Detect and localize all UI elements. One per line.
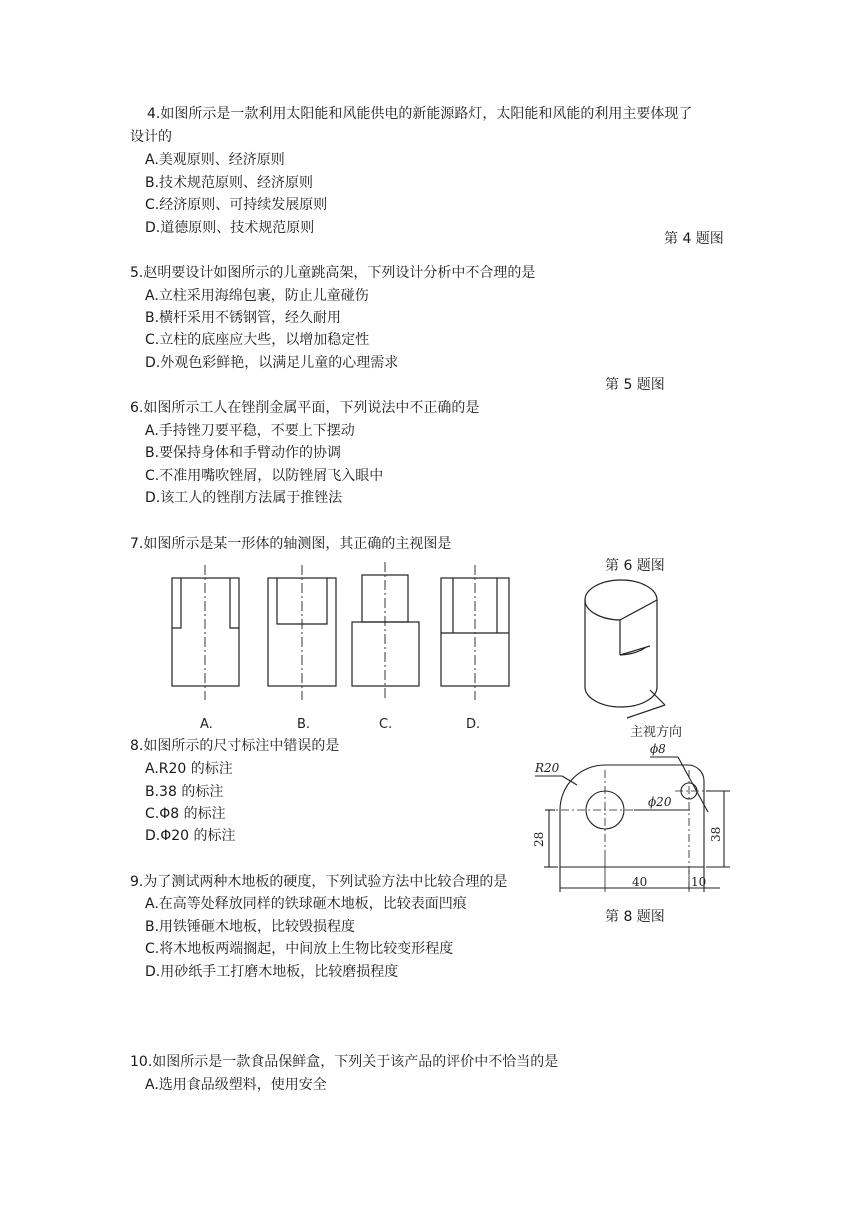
q6-option-d: D.该工人的锉削方法属于推锉法: [145, 490, 343, 506]
q8-option-b: B.38 的标注: [145, 784, 224, 800]
q4-option-c: C.经济原则、可持续发展原则: [145, 197, 328, 213]
q9-option-a: A.在高等处释放同样的铁球砸木地板，比较表面凹痕: [145, 896, 467, 912]
q10-option-a: A.选用食品级塑料，使用安全: [145, 1077, 327, 1093]
q5-option-c: C.立柱的底座应大些，以增加稳定性: [145, 332, 370, 348]
q5-figure-caption: 第 5 题图: [605, 377, 665, 393]
q6-option-c: C.不准用嘴吹锉屑，以防锉屑飞入眼中: [145, 468, 384, 484]
q9-option-b: B.用铁锤砸木地板，比较毁损程度: [145, 919, 356, 935]
q4-option-b: B.技术规范原则、经济原则: [145, 175, 314, 191]
q7-option-a-drawing: [172, 565, 239, 700]
q4-option-d: D.道德原则、技术规范原则: [145, 220, 315, 236]
q7-choice-label-c: C.: [379, 717, 393, 732]
q8-option-a: A.R20 的标注: [145, 761, 233, 777]
q4-stem-line1: 4.如图所示是一款利用太阳能和风能供电的新能源路灯，太阳能和风能的利用主要体现了: [147, 106, 693, 122]
q8-dim-r20: R20: [535, 761, 560, 775]
q8-dimension-figure: [535, 757, 730, 892]
q6-option-b: B.要保持身体和手臂动作的协调: [145, 445, 342, 461]
q9-option-c: C.将木地板两端搁起，中间放上生物比较变形程度: [145, 941, 454, 957]
q4-option-a: A.美观原则、经济原则: [145, 152, 285, 168]
q7-option-d-drawing: [441, 565, 509, 700]
q5-stem: 5.赵明要设计如图所示的儿童跳高架，下列设计分析中不合理的是: [130, 265, 536, 281]
q6-figure-caption: 第 6 题图: [605, 558, 665, 574]
q7-option-c-drawing: [352, 562, 419, 700]
q8-stem: 8.如图所示的尺寸标注中错误的是: [130, 738, 340, 754]
q8-option-c: C.Φ8 的标注: [145, 806, 226, 822]
q9-stem: 9.为了测试两种木地板的硬度，下列试验方法中比较合理的是: [130, 874, 508, 890]
q10-stem: 10.如图所示是一款食品保鲜盒，下列关于该产品的评价中不恰当的是: [130, 1054, 559, 1070]
q7-direction-label: 主视方向: [630, 725, 683, 740]
q7-option-b-drawing: [268, 565, 336, 700]
q7-stem: 7.如图所示是某一形体的轴测图，其正确的主视图是: [130, 536, 452, 552]
q4-stem-line2: 设计的: [130, 129, 172, 145]
q7-choice-label-a: A.: [200, 717, 213, 732]
q8-figure-caption: 第 8 题图: [605, 909, 665, 925]
q8-dim-phi20: ϕ20: [648, 795, 672, 809]
q7-choice-label-b: B.: [297, 717, 311, 732]
q6-stem: 6.如图所示工人在锉削金属平面，下列说法中不正确的是: [130, 400, 480, 416]
q8-dim-phi8: ϕ8: [650, 742, 666, 756]
q4-figure-caption: 第 4 题图: [664, 231, 724, 247]
q7-isometric-figure: [585, 580, 665, 718]
q8-option-d: D.Φ20 的标注: [145, 828, 236, 844]
q8-dim-40: 40: [632, 875, 648, 889]
q6-option-a: A.手持锉刀要平稳，不要上下摆动: [145, 423, 355, 439]
q5-option-b: B.横杆采用不锈钢管，经久耐用: [145, 310, 342, 326]
q7-choice-label-d: D.: [466, 717, 481, 732]
q5-option-a: A.立柱采用海绵包裹，防止儿童碰伤: [145, 288, 369, 304]
q8-dim-10: 10: [691, 875, 707, 889]
q8-dim-38: 38: [709, 826, 723, 842]
q9-option-d: D.用砂纸手工打磨木地板，比较磨损程度: [145, 964, 399, 980]
q8-dim-28: 28: [532, 831, 546, 847]
q5-option-d: D.外观色彩鲜艳，以满足儿童的心理需求: [145, 355, 399, 371]
